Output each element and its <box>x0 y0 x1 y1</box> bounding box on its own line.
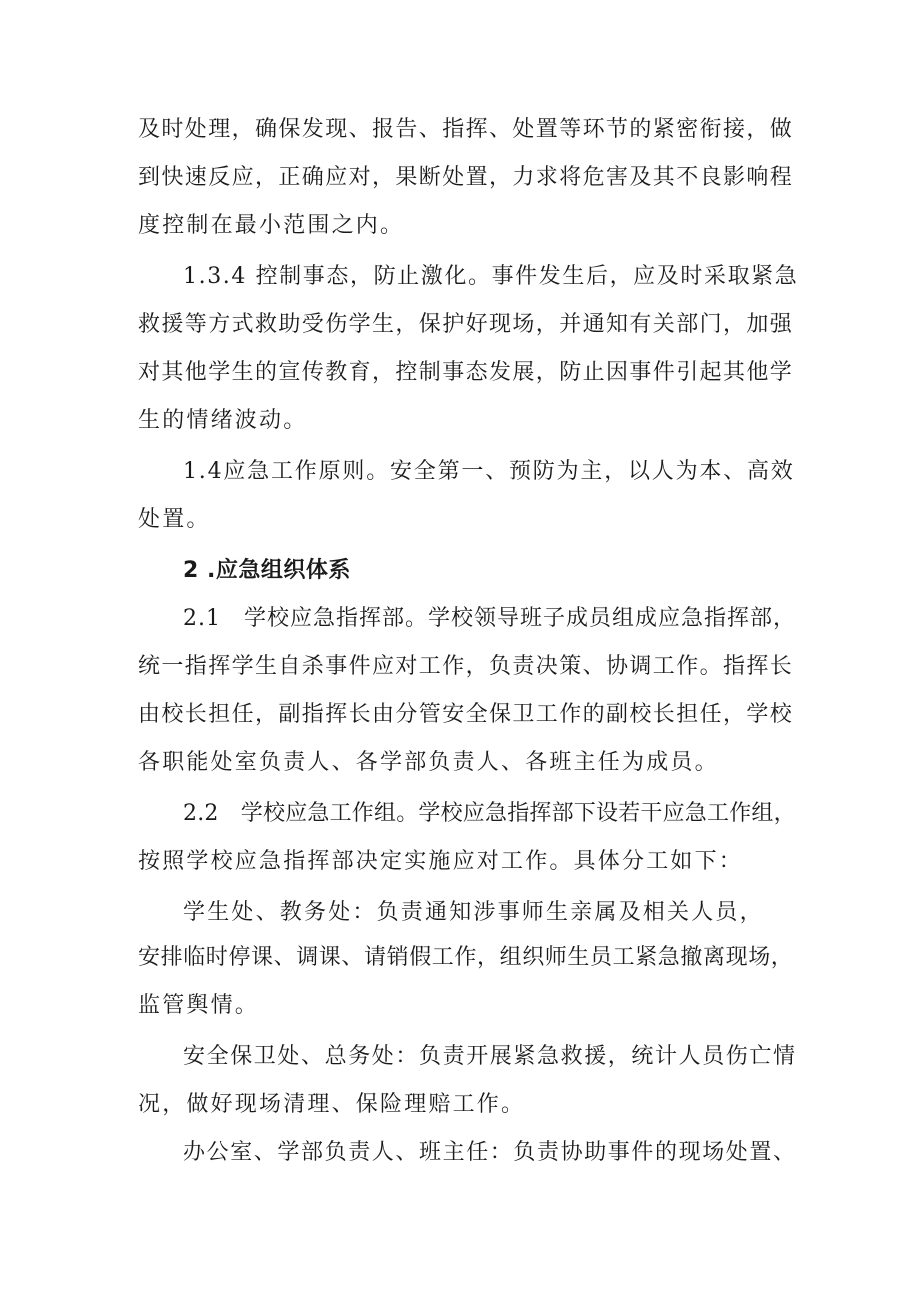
paragraph-line: 按照学校应急指挥部决定实施应对工作。具体分工如下： <box>138 849 744 874</box>
paragraph-line: 由校长担任，副指挥长由分管安全保卫工作的副校长担任，学校 <box>138 702 794 727</box>
paragraph-line: 学生处、教务处：负责通知涉事师生亲属及相关人员， <box>183 900 764 925</box>
paragraph-line: 生的情绪波动。 <box>138 408 308 433</box>
paragraph-line: 及时处理，确保发现、报告、指挥、处置等环节的紧密衔接，做 <box>138 117 794 142</box>
paragraph-line: 度控制在最小范围之内。 <box>138 213 405 238</box>
paragraph-line: 安排临时停课、调课、请销假工作，组织师生员工紧急撤离现场， <box>138 945 794 970</box>
paragraph-line: 安全保卫处、总务处：负责开展紧急救援，统计人员伤亡情 <box>183 1044 797 1069</box>
paragraph-line: 统一指挥学生自杀事件应对工作，负责决策、协调工作。指挥长 <box>138 654 794 679</box>
paragraph-line: 2.2 学校应急工作组。学校应急指挥部下设若干应急工作组， <box>183 801 796 826</box>
paragraph-line: 对其他学生的宣传教育，控制事态发展，防止因事件引起其他学 <box>138 360 794 385</box>
paragraph-line: 2.1 学校应急指挥部。学校领导班子成员组成应急指挥部， <box>183 606 796 631</box>
paragraph-line: 况，做好现场清理、保险理赔工作。 <box>138 1092 526 1117</box>
paragraph-line: 救援等方式救助受伤学生，保护好现场，并通知有关部门，加强 <box>138 312 794 337</box>
paragraph-line: 处置。 <box>138 507 211 532</box>
paragraph-line: 各职能处室负责人、各学部负责人、各班主任为成员。 <box>138 750 719 775</box>
paragraph-line: 到快速反应，正确应对，果断处置，力求将危害及其不良影响程 <box>138 165 794 190</box>
paragraph-line: 1.3.4 控制事态，防止激化。事件发生后，应及时采取紧急 <box>183 264 799 289</box>
paragraph-line: 办公室、学部负责人、班主任：负责协助事件的现场处置、 <box>183 1140 797 1165</box>
section-heading: 2 .应急组织体系 <box>183 558 351 583</box>
paragraph-line: 监管舆情。 <box>138 993 260 1018</box>
paragraph-line: 1.4应急工作原则。安全第一、预防为主，以人为本、高效 <box>183 459 795 484</box>
